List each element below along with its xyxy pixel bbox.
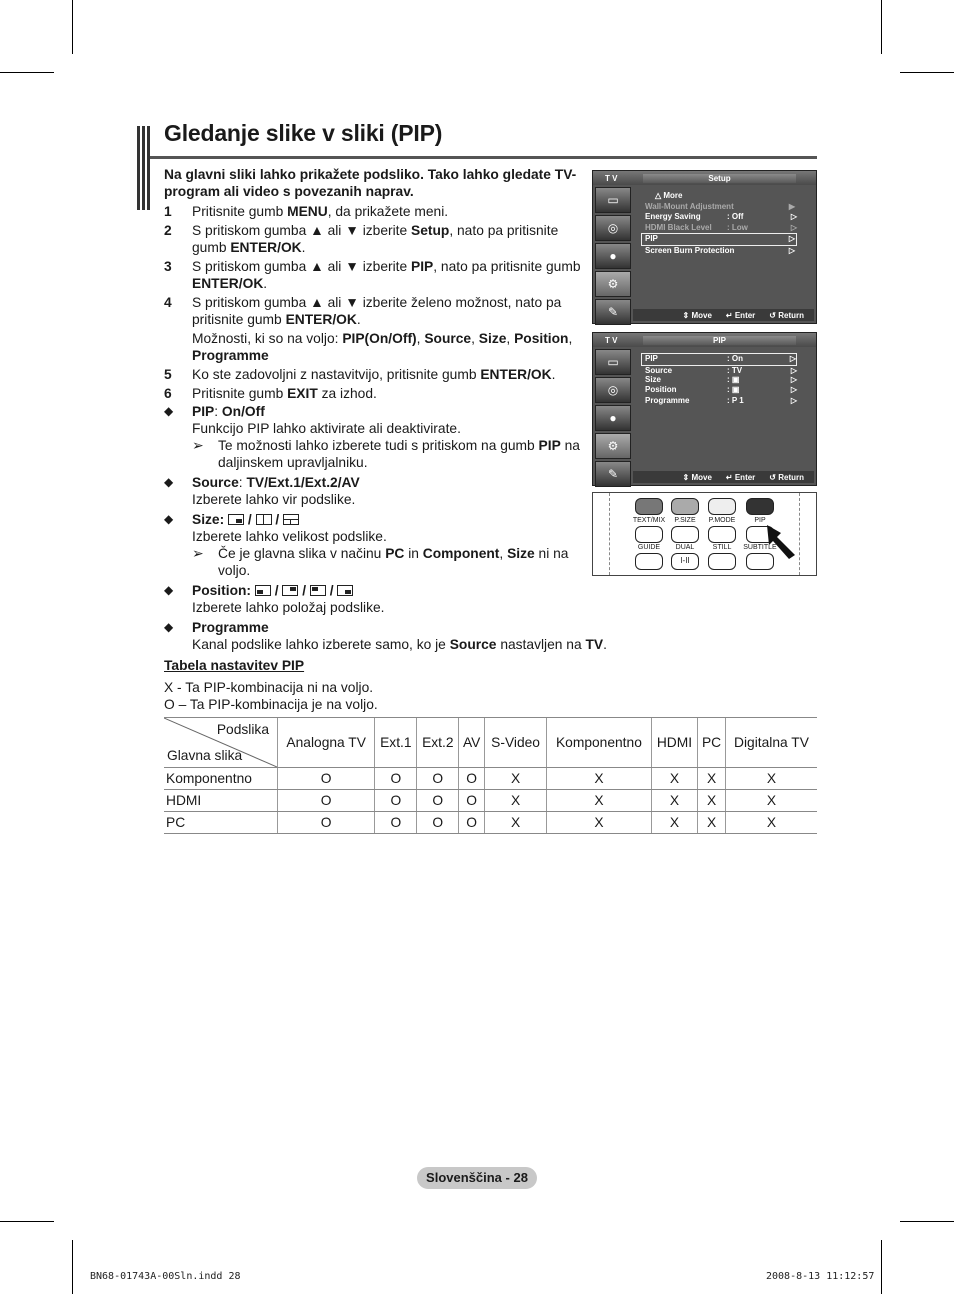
pip-settings-table (164, 717, 817, 834)
bullet-size: ◆ Size: / / Izberete lahko velikost podslike. ➢ Če je glavna slika v načinu PC in Component, Size ni na voljo. (164, 512, 569, 578)
osd-pip-screen: T V PIP ▭ ◎ ● ⚙ ✎ PIP : On ▷ Source : TV ▷ Size : ▣ ▷ Position : ▣ ▷ Programme : P 1 ▷ ⇕ Move ↵ Enter ↺ Return (592, 332, 817, 486)
options-line: Možnosti, ki so na voljo: PIP(On/Off), Source, Size, Position, Programme (192, 331, 573, 363)
diamond-icon: ◆ (164, 620, 174, 634)
instructions (164, 166, 607, 653)
osd-row[interactable]: Size : ▣ ▷ (645, 374, 797, 384)
remote-button-psize-icon (671, 526, 699, 543)
sound-icon: ◎ (595, 215, 631, 241)
sound-icon: ◎ (595, 377, 631, 403)
print-info-left: BN68-01743A-00Sln.indd 28 (90, 1271, 241, 1282)
osd-row-selected[interactable]: PIP ▷ (641, 233, 797, 246)
table-cell: O (278, 812, 375, 834)
table-cell: X (725, 768, 817, 790)
table-cell: X (485, 768, 547, 790)
step-3: 3 S pritiskom gumba ▲ ali ▼ izberite PIP, nato pa pritisnite gumb ENTER/OK. (164, 259, 581, 291)
remote-control-illustration: TEXT/MIX P.SIZE P.MODE PIP GUIDE DUAL STILL SUBTITLE I-II (592, 492, 817, 576)
table-cell: PC (164, 812, 278, 834)
bullet-pip: ◆ PIP: On/Off Funkcijo PIP lahko aktivirate ali deaktivirate. ➢ Te možnosti lahko izberete tudi s pritiskom na gumb PIP na daljinskem upravljalniku. (164, 404, 580, 470)
setup-gear-icon: ⚙ (595, 271, 631, 297)
step-4: 4 S pritiskom gumba ▲ ali ▼ izberite želeno možnost, nato pa pritisnite gumb ENTER/OK. (164, 295, 562, 327)
table-cell: O (459, 768, 485, 790)
table-cell: O (375, 812, 417, 834)
position-top-right-icon (282, 585, 298, 596)
legend-x: X - Ta PIP-kombinacija ni na voljo. (164, 680, 374, 695)
table-cell: X (651, 812, 697, 834)
table-cell: X (651, 768, 697, 790)
bullet-programme: ◆ Programme Kanal podslike lahko izberete samo, ko je Source nastavljen na TV. (164, 620, 607, 652)
step-6: 6 Pritisnite gumb EXIT za izhod. (164, 386, 377, 401)
hand-pointer-icon (765, 521, 805, 561)
size-split-icon (283, 514, 299, 525)
remote-button-guide (635, 553, 663, 570)
crop-mark (900, 1221, 954, 1222)
osd-side-icons (595, 187, 631, 327)
table-cell: X (651, 790, 697, 812)
diamond-icon: ◆ (164, 512, 174, 526)
legend-o: O – Ta PIP-kombinacija je na voljo. (164, 697, 378, 712)
size-double-icon (256, 514, 272, 525)
table-title: Tabela nastavitev PIP (164, 658, 305, 673)
table-row (164, 768, 817, 790)
title-decoration (137, 126, 151, 210)
bullet-source: ◆ Source: TV/Ext.1/Ext.2/AV Izberete lahko vir podslike. (164, 475, 360, 507)
table-cell: X (725, 790, 817, 812)
table-cell: O (278, 768, 375, 790)
remote-button-still (708, 553, 736, 570)
table-cell: X (485, 812, 547, 834)
position-top-left-icon (310, 585, 326, 596)
table-cell: X (547, 768, 652, 790)
remote-button-text-icon (635, 526, 663, 543)
table-header: Analogna TV (278, 718, 375, 768)
table-cell: O (375, 768, 417, 790)
crop-mark (72, 0, 73, 54)
osd-header: PIP (643, 336, 796, 345)
diamond-icon: ◆ (164, 583, 174, 597)
size-small-icon (228, 514, 244, 525)
table-row (164, 790, 817, 812)
table-cell: X (698, 812, 726, 834)
arrow-icon: ➢ (192, 546, 204, 561)
table-cell: O (459, 812, 485, 834)
osd-menu (645, 191, 797, 256)
table-header: Digitalna TV (725, 718, 817, 768)
title-rule (150, 156, 817, 159)
table-cell: X (698, 790, 726, 812)
osd-row[interactable]: Wall-Mount Adjustment ▶ (645, 201, 795, 211)
table-cell: O (417, 812, 459, 834)
diamond-icon: ◆ (164, 404, 174, 418)
legend (164, 679, 378, 713)
remote-button-pmode-icon (708, 526, 736, 543)
osd-row[interactable]: HDMI Black Level : Low ▷ (645, 222, 797, 232)
setup-gear-icon: ⚙ (595, 433, 631, 459)
osd-menu (645, 353, 797, 406)
table-cell: O (278, 790, 375, 812)
table-header: HDMI (651, 718, 697, 768)
table-header: Ext.2 (417, 718, 459, 768)
crop-mark (881, 1240, 882, 1294)
table-cell: X (485, 790, 547, 812)
step-2: 2 S pritiskom gumba ▲ ali ▼ izberite Setup, nato pa pritisnite gumb ENTER/OK. (164, 223, 559, 255)
picture-icon: ▭ (595, 187, 631, 213)
osd-footer: ⇕ Move ↵ Enter ↺ Return (633, 471, 814, 483)
step-1: 1 Pritisnite gumb MENU, da prikažete meni. (164, 204, 449, 219)
table-header: S-Video (485, 718, 547, 768)
table-cell: O (417, 790, 459, 812)
intro-text: Na glavni sliki lahko prikažete podsliko. Tako lahko gledate TV-program ali video s povezanih naprav. (164, 167, 577, 199)
table-cell: X (698, 768, 726, 790)
arrow-icon: ➢ (192, 438, 204, 453)
crop-mark (881, 0, 882, 54)
table-header-row (164, 718, 817, 768)
input-icon: ✎ (595, 299, 631, 325)
table-header: AV (459, 718, 485, 768)
crop-mark (0, 72, 54, 73)
remote-button-pmode (708, 498, 736, 515)
osd-row[interactable]: Position : ▣ ▷ (645, 385, 797, 394)
remote-button-text-mix (635, 498, 663, 515)
crop-mark (900, 72, 954, 73)
table-header: Ext.1 (375, 718, 417, 768)
osd-row[interactable]: △ More (655, 191, 683, 200)
channel-icon: ● (595, 405, 631, 431)
table-header: Komponentno (547, 718, 652, 768)
crop-mark (72, 1240, 73, 1294)
table-row (164, 812, 817, 834)
osd-side-icons (595, 349, 631, 489)
table-cell: HDMI (164, 790, 278, 812)
page-title: Gledanje slike v sliki (PIP) (164, 120, 443, 146)
step-5: 5 Ko ste zadovoljni z nastavitvijo, pritisnite gumb ENTER/OK. (164, 367, 556, 382)
remote-button-pip (746, 498, 774, 515)
table-cell: O (459, 790, 485, 812)
osd-row-selected[interactable]: PIP : On ▷ (641, 353, 797, 366)
table-cell: O (375, 790, 417, 812)
bullet-position: ◆ Position: / / / Izberete lahko položaj podslike. (164, 583, 385, 615)
osd-header: Setup (643, 174, 796, 183)
table-cell: X (547, 790, 652, 812)
table-cell: X (547, 812, 652, 834)
print-info-right: 2008-8-13 11:12:57 (766, 1271, 875, 1282)
remote-button-dual: I-II (671, 553, 699, 570)
osd-row[interactable]: Energy Saving : Off ▷ (645, 212, 797, 221)
table-cell: X (725, 812, 817, 834)
osd-row[interactable]: Screen Burn Protection ▷ (645, 245, 795, 255)
position-bottom-right-icon (337, 585, 353, 596)
crop-mark (0, 1221, 54, 1222)
table-corner-cell: Podslika Glavna slika (164, 718, 278, 768)
osd-setup-screen: T V Setup ▭ ◎ ● ⚙ ✎ △ More Wall-Mount Adjustment ▶ Energy Saving : Off ▷ HDMI Black Level : Low ▷ PIP ▷ Screen Burn Protection ▷ ⇕ Move ↵ Enter ↺ Return (592, 170, 817, 324)
position-bottom-left-icon (255, 585, 271, 596)
page-number: Slovenščina - 28 (417, 1167, 537, 1189)
input-icon: ✎ (595, 461, 631, 487)
channel-icon: ● (595, 243, 631, 269)
osd-footer: ⇕ Move ↵ Enter ↺ Return (633, 309, 814, 321)
osd-row[interactable]: Programme : P 1 ▷ (645, 395, 797, 405)
table-cell: Komponentno (164, 768, 278, 790)
diamond-icon: ◆ (164, 475, 174, 489)
table-cell: O (417, 768, 459, 790)
picture-icon: ▭ (595, 349, 631, 375)
osd-row[interactable]: Source : TV ▷ (645, 365, 797, 375)
remote-button-psize (671, 498, 699, 515)
table-header: PC (698, 718, 726, 768)
